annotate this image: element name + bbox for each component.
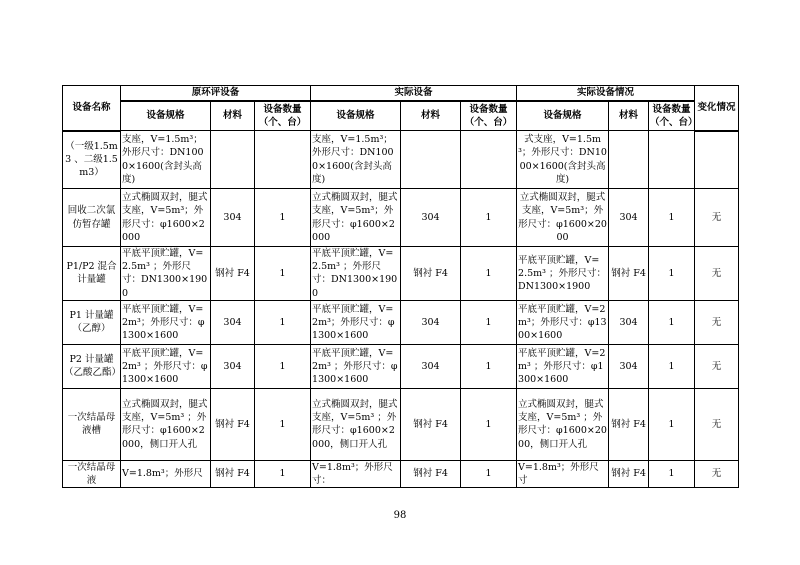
actual-qty-cell [461, 131, 517, 189]
orig-qty-cell: 1 [255, 189, 311, 247]
actual-material-cell: 304 [401, 344, 461, 388]
orig-qty-cell: 1 [255, 300, 311, 344]
page-number: 98 [393, 510, 407, 521]
orig-spec-cell: V=1.8m³；外形尺 [121, 460, 211, 487]
actual-spec-cell: 平底平顶贮罐，V=2.5m³ ；外形尺寸：DN1300×1900 [311, 247, 401, 301]
table-row [63, 300, 739, 344]
actual-qty-cell: 1 [461, 344, 517, 388]
situation-qty-cell: 1 [649, 344, 695, 388]
situation-spec-cell: 立式椭圆双封，腿式支座，V=5m³；外形尺寸：φ1600×2000 [517, 189, 609, 247]
situation-qty-cell: 1 [649, 300, 695, 344]
actual-qty-cell: 1 [461, 388, 517, 460]
orig-material-cell [211, 131, 255, 189]
device-name-cell: 一次结晶母液 [63, 460, 121, 487]
situation-qty-cell: 1 [649, 247, 695, 301]
actual-spec-cell: 支座，V=1.5m³；外形尺寸：DN1000×1600(含封头高度) [311, 131, 401, 189]
situation-spec-cell: 平底平顶贮罐，V=2m³；外形尺寸：φ1300×1600 [517, 300, 609, 344]
orig-material-cell: 304 [211, 300, 255, 344]
device-name-cell: P2 计量罐（乙酸乙酯） [63, 344, 121, 388]
actual-material-cell: 304 [401, 189, 461, 247]
col-header-change: 变化情况 [695, 86, 739, 131]
change-cell: 无 [695, 247, 739, 301]
col-header-spec: 设备规格 [311, 101, 401, 131]
situation-qty-cell: 1 [649, 388, 695, 460]
col-header-material: 材料 [401, 101, 461, 131]
actual-material-cell: 钢衬 F4 [401, 460, 461, 487]
table-row [63, 189, 739, 247]
col-header-spec: 设备规格 [517, 101, 609, 131]
change-cell [695, 131, 739, 189]
header-row-fields [63, 101, 739, 131]
device-name-cell: 回收二次氯仿暂存罐 [63, 189, 121, 247]
change-cell: 无 [695, 388, 739, 460]
col-header-material: 材料 [609, 101, 649, 131]
device-name-cell: P1/P2 混合计量罐 [63, 247, 121, 301]
situation-material-cell: 304 [609, 300, 649, 344]
actual-qty-cell: 1 [461, 247, 517, 301]
device-name-cell: （一级1.5m3 、二级1.5m3） [63, 131, 121, 189]
col-header-qty [461, 101, 517, 131]
situation-spec-cell: 平底平顶贮罐，V=2.5m³ ；外形尺寸：DN1300×1900 [517, 247, 609, 301]
situation-material-cell: 304 [609, 189, 649, 247]
actual-spec-cell: 平底平顶贮罐，V=2m³ ；外形尺寸：φ1300×1600 [311, 344, 401, 388]
orig-qty-cell: 1 [255, 460, 311, 487]
situation-spec-cell: 式支座，V=1.5m³；外形尺寸：DN1000×1600(含封头高度) [517, 131, 609, 189]
col-header-material: 材料 [211, 101, 255, 131]
qty-line1: 设备数量 [469, 103, 508, 115]
actual-material-cell [401, 131, 461, 189]
orig-spec-cell: 支座，V=1.5m³；外形尺寸：DN1000×1600(含封头高度) [121, 131, 211, 189]
actual-spec-cell: 平底平顶贮罐，V=2m³；外形尺寸：φ1300×1600 [311, 300, 401, 344]
qty-line1: 设备数量 [652, 103, 691, 115]
actual-material-cell: 钢衬 F4 [401, 388, 461, 460]
col-group-original: 原环评设备 [121, 86, 311, 102]
change-cell: 无 [695, 460, 739, 487]
orig-spec-cell: 立式椭圆双封，腿式支座，V=5m³ ；外形尺寸：φ1600×2000，侧口开人孔 [121, 388, 211, 460]
actual-qty-cell: 1 [461, 300, 517, 344]
orig-material-cell: 钢衬 F4 [211, 388, 255, 460]
orig-qty-cell: 1 [255, 388, 311, 460]
equipment-table [62, 85, 739, 488]
qty-line2: （个、台） [464, 117, 513, 128]
table-row [63, 460, 739, 487]
actual-material-cell: 钢衬 F4 [401, 247, 461, 301]
table-row [63, 388, 739, 460]
change-cell: 无 [695, 189, 739, 247]
table-row [63, 247, 739, 301]
orig-spec-cell: 平底平顶贮罐，V=2m³；外形尺寸：φ1300×1600 [121, 300, 211, 344]
table-row [63, 131, 739, 189]
device-name-cell: P1 计量罐（乙醇） [63, 300, 121, 344]
col-header-device-name: 设备名称 [63, 86, 121, 131]
situation-spec-cell: V=1.8m³；外形尺寸 [517, 460, 609, 487]
change-cell: 无 [695, 300, 739, 344]
orig-qty-cell [255, 131, 311, 189]
qty-line2: （个、台） [258, 117, 307, 128]
device-name-cell: 一次结晶母液槽 [63, 388, 121, 460]
col-group-situation: 实际设备情况 [517, 86, 695, 102]
situation-qty-cell: 1 [649, 189, 695, 247]
col-header-spec: 设备规格 [121, 101, 211, 131]
actual-qty-cell: 1 [461, 189, 517, 247]
orig-spec-cell: 平底平顶贮罐，V=2m³ ；外形尺寸：φ1300×1600 [121, 344, 211, 388]
orig-qty-cell: 1 [255, 344, 311, 388]
orig-material-cell: 304 [211, 189, 255, 247]
situation-spec-cell: 立式椭圆双封，腿式支座，V=5m³ ；外形尺寸：φ1600×2000，侧口开人孔 [517, 388, 609, 460]
col-header-qty [255, 101, 311, 131]
situation-qty-cell [649, 131, 695, 189]
situation-material-cell [609, 131, 649, 189]
col-header-qty [649, 101, 698, 131]
col-group-actual: 实际设备 [311, 86, 517, 102]
change-cell: 无 [695, 344, 739, 388]
qty-line2: （个、台） [650, 117, 698, 128]
actual-spec-cell: 立式椭圆双封，腿式支座，V=5m³ ；外形尺寸：φ1600×2000，侧口开人孔 [311, 388, 401, 460]
situation-material-cell: 钢衬 F4 [609, 388, 649, 460]
orig-spec-cell: 平底平顶贮罐，V=2.5m³ ；外形尺寸：DN1300×1900 [121, 247, 211, 301]
orig-material-cell: 304 [211, 344, 255, 388]
table-row [63, 344, 739, 388]
actual-spec-cell: V=1.8m³；外形尺寸： [311, 460, 401, 487]
situation-qty-cell: 1 [649, 460, 695, 487]
header-row-groups [63, 86, 739, 102]
orig-material-cell: 钢衬 F4 [211, 460, 255, 487]
situation-spec-cell: 平底平顶贮罐，V=2m³ ；外形尺寸：φ1300×1600 [517, 344, 609, 388]
actual-material-cell: 304 [401, 300, 461, 344]
situation-material-cell: 钢衬 F4 [609, 247, 649, 301]
situation-material-cell: 钢衬 F4 [609, 460, 649, 487]
actual-qty-cell: 1 [461, 460, 517, 487]
qty-line1: 设备数量 [263, 103, 302, 115]
situation-material-cell: 304 [609, 344, 649, 388]
actual-spec-cell: 立式椭圆双封，腿式支座，V=5m³；外形尺寸：φ1600×2000 [311, 189, 401, 247]
orig-spec-cell: 立式椭圆双封，腿式支座，V=5m³；外形尺寸：φ1600×2000 [121, 189, 211, 247]
orig-material-cell: 钢衬 F4 [211, 247, 255, 301]
orig-qty-cell: 1 [255, 247, 311, 301]
